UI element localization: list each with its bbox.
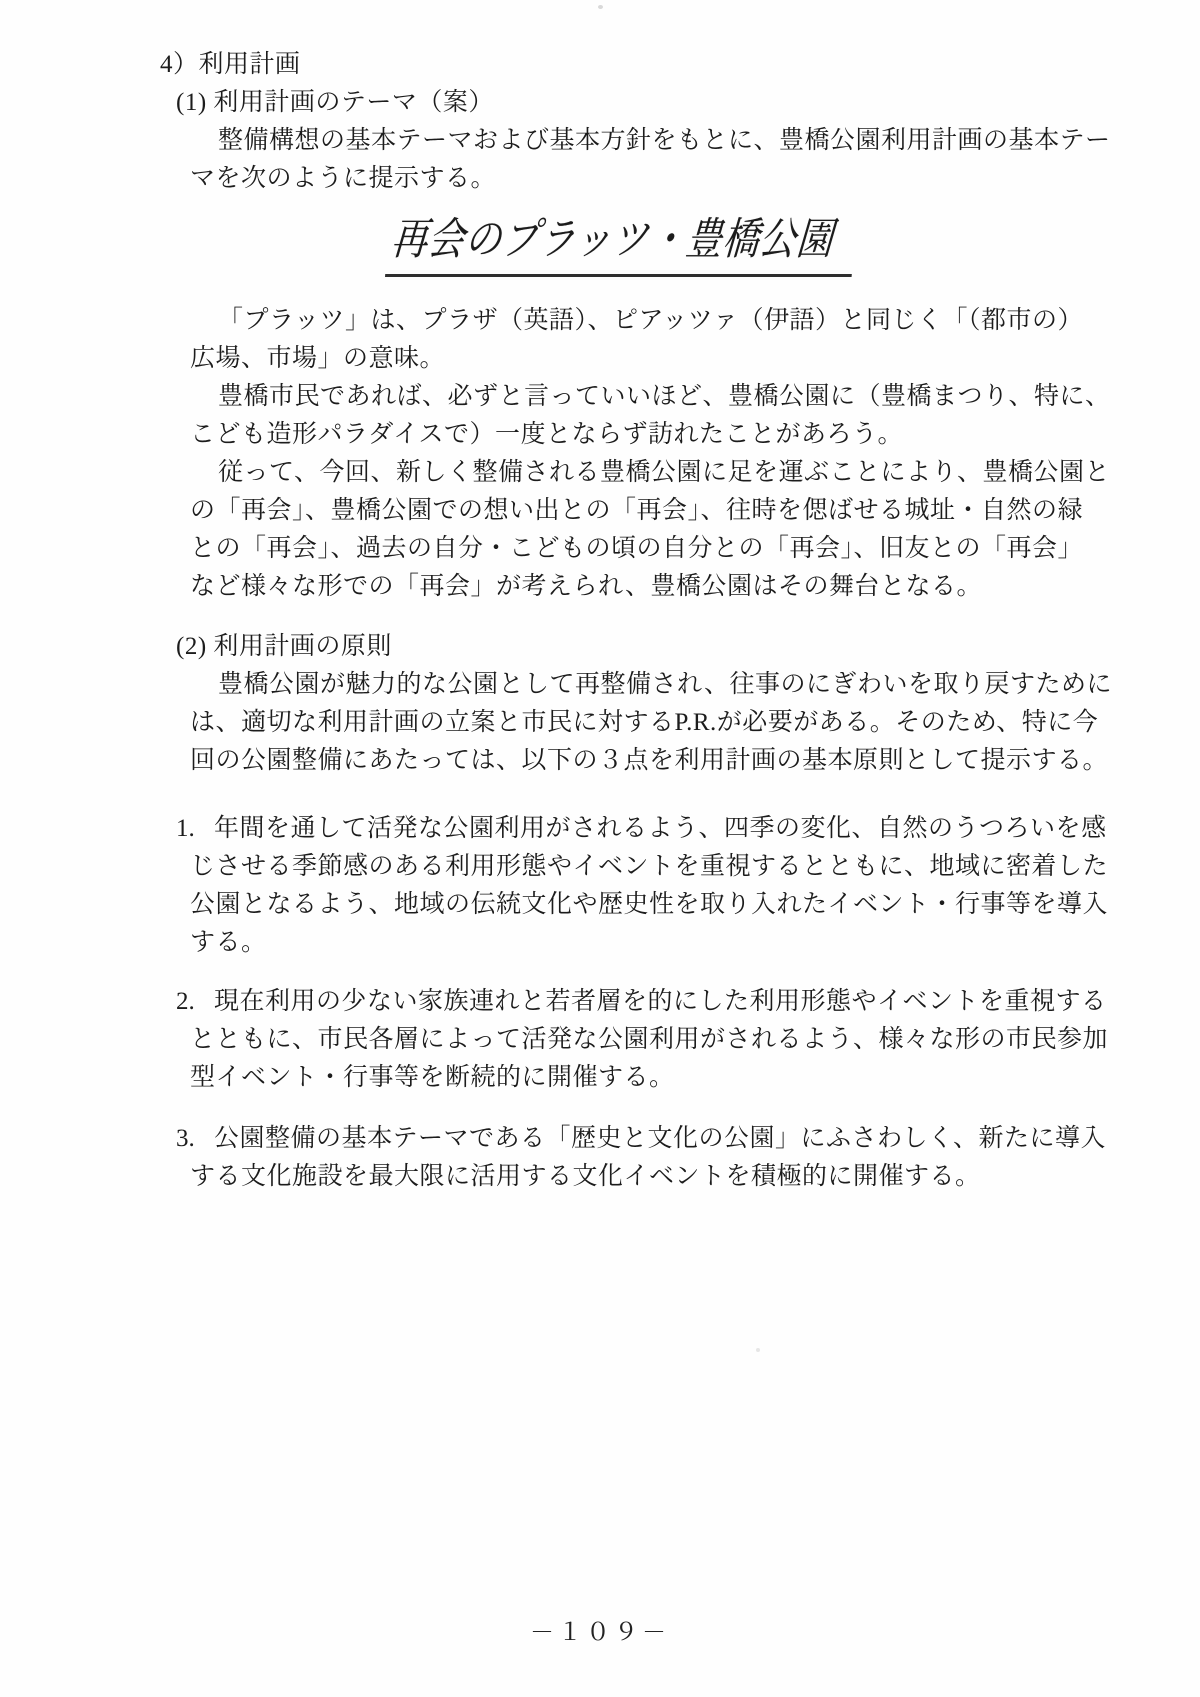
principle-item-3 (160, 1120, 1107, 1196)
subsection-2-heading: (2) 利用計画の原則 (176, 633, 392, 660)
list-item-number: 1. (176, 815, 195, 842)
list-item-line: 現在利用の少ない家族連れと若者層を的にした利用形態やイベントを重視する (214, 988, 1107, 1015)
paragraph-line: など様々な形での「再会」が考えられ、豊橋公園はその舞台となる。 (190, 573, 983, 600)
paragraph-line: 広場、市場」の意味。 (190, 345, 446, 372)
scan-artifact-dot (598, 5, 603, 9)
paragraph-line: 「プラッツ」は、プラザ（英語）、ピアッツァ（伊語）と同じく「（都市の） (218, 307, 1084, 334)
paragraph-line: こども造形パラダイスで）一度とならず訪れたことがあろう。 (190, 421, 904, 448)
section-heading: 4）利用計画 (160, 51, 301, 78)
list-item-line: 公園となるよう、地域の伝統文化や歴史性を取り入れたイベント・行事等を導入 (190, 891, 1109, 918)
paragraph-line: の「再会」、豊橋公園での想い出との「再会」、往時を偲ばせる城址・自然の緑 (190, 497, 1084, 524)
theme-title: 再会のプラッツ・豊橋公園 (385, 212, 857, 277)
principle-item-2 (160, 983, 1109, 1097)
list-item-line: する文化施設を最大限に活用する文化イベントを積極的に開催する。 (190, 1163, 981, 1190)
subsection-1-heading: (1) 利用計画のテーマ（案） (176, 89, 494, 116)
list-item-line: とともに、市民各層によって活発な公園利用がされるよう、様々な形の市民参加 (190, 1026, 1109, 1053)
paragraph-principles-intro (160, 666, 1113, 780)
list-item-line: 型イベント・行事等を断続的に開催する。 (190, 1064, 675, 1091)
list-item-line: 公園整備の基本テーマである「歴史と文化の公園」にふさわしく、新たに導入 (214, 1125, 1107, 1152)
principle-item-1 (160, 810, 1109, 962)
scan-artifact-dot (756, 1348, 760, 1352)
list-item-line: 年間を通して活発な公園利用がされるよう、四季の変化、自然のうつろいを感 (214, 815, 1107, 842)
document-content (160, 46, 1113, 1196)
theme-title-block (385, 212, 1060, 284)
paragraph-line: 回の公園整備にあたっては、以下の３点を利用計画の基本原則として提示する。 (190, 747, 1109, 774)
intro-line: 整備構想の基本テーマおよび基本方針をもとに、豊橋公園利用計画の基本テー (218, 127, 1111, 154)
paragraph-platz (160, 302, 1111, 606)
list-item-number: 3. (176, 1125, 195, 1152)
intro-line: マを次のように提示する。 (190, 165, 497, 192)
paragraph-line: 豊橋市民であれば、必ずと言っていいほど、豊橋公園に（豊橋まつり、特に、 (218, 383, 1111, 410)
paragraph-line: 豊橋公園が魅力的な公園として再整備され、往事のにぎわいを取り戻すために (218, 671, 1113, 698)
list-item-line: する。 (190, 929, 267, 956)
page-number: －１０９－ (530, 1620, 670, 1646)
paragraph-line: は、適切な利用計画の立案と市民に対するP.R.が必要がある。そのため、特に今 (190, 709, 1099, 736)
list-item-number: 2. (176, 988, 195, 1015)
list-item-line: じさせる季節感のある利用形態やイベントを重視するとともに、地域に密着した (190, 853, 1109, 880)
paragraph-line: との「再会」、過去の自分・こどもの頃の自分との「再会」、旧友との「再会」 (190, 535, 1084, 562)
paragraph-line: 従って、今回、新しく整備される豊橋公園に足を運ぶことにより、豊橋公園と (218, 459, 1111, 486)
